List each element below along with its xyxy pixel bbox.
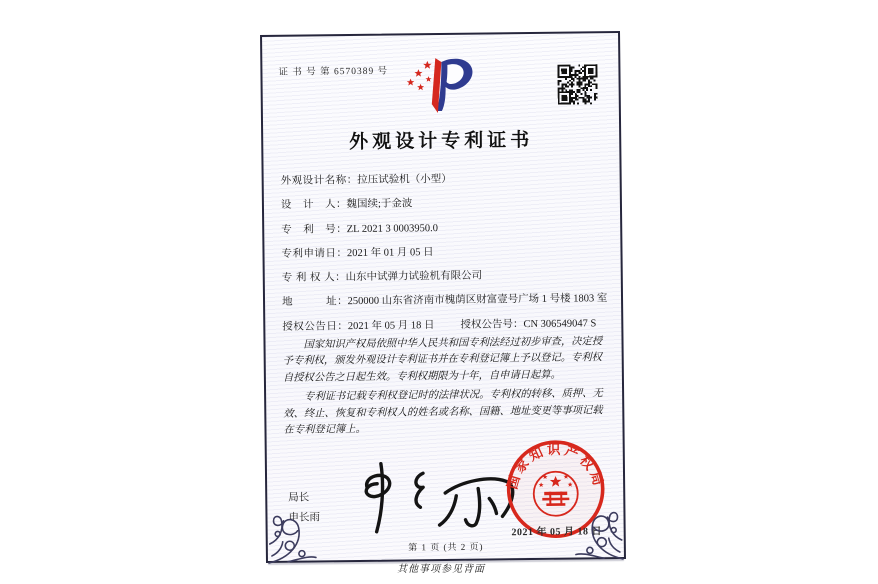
field-value: ZL 2021 3 0003950.0 <box>346 222 438 235</box>
officer-title: 局长 <box>288 492 310 504</box>
field-designer <box>281 196 608 212</box>
legal-text <box>282 334 608 442</box>
seal-agency-text: 国家知识产权局 <box>504 441 607 491</box>
field-value: 250000 山东省济南市槐荫区财富壹号广场 1 号楼 1803 室 <box>347 293 608 308</box>
field-patent-number <box>281 221 608 237</box>
certificate-title: 外观设计专利证书 <box>349 129 534 154</box>
field-value: 山东中试弹力试验机有限公司 <box>345 270 483 284</box>
field-value: 2021 年 01 月 05 日 <box>346 246 434 259</box>
colon: ： <box>512 318 524 330</box>
colon: ： <box>335 272 346 284</box>
field-label: 设 计 人 <box>280 199 337 212</box>
certificate-number-value: 第 6570389 号 <box>320 66 389 78</box>
grant-date-value: 2021 年 05 月 18 日 <box>347 319 435 332</box>
corner-ornament-icon <box>265 485 322 564</box>
grant-number-value: CN 306549047 S <box>523 318 597 330</box>
page-number: 第 1 页 (共 2 页) <box>408 541 484 553</box>
certificate-number <box>278 63 388 78</box>
certificate-number-label: 证 书 号 <box>278 67 317 78</box>
certificate-fields <box>281 172 610 346</box>
field-label: 专 利 权 人 <box>281 272 336 285</box>
colon: ： <box>346 174 358 187</box>
legal-paragraph-1: 国家知识产权局依照中华人民共和国专利法经过初步审查，决定授予专利权，颁发外观设计专利证书并在专利登记簿上予以登记。专利权自授权公告之日起生效。专利权期限为十年，自申请日起算。 <box>282 336 603 384</box>
field-address <box>282 294 609 310</box>
field-application-date <box>281 245 608 261</box>
field-value: 拉压试验机（小型） <box>357 173 452 186</box>
qr-code <box>557 64 597 104</box>
field-value: 魏国续;于金波 <box>346 198 413 211</box>
field-label: 地 址 <box>281 296 338 309</box>
colon: ： <box>336 296 348 308</box>
corner-ornament-icon <box>569 482 626 561</box>
grant-date-label: 授权公告日 <box>282 320 338 333</box>
cnipa-logo-icon <box>394 52 487 115</box>
colon: ： <box>336 223 347 235</box>
field-design-name <box>281 172 608 188</box>
patent-certificate-paper <box>260 31 626 563</box>
colon: ： <box>336 247 348 260</box>
field-patentee <box>282 269 609 285</box>
seal-date: 2021 年 05 月 18 日 <box>511 526 602 539</box>
officer-name: 申长雨 <box>288 512 321 524</box>
colon: ： <box>335 199 347 211</box>
field-label: 专利申请日 <box>281 248 337 260</box>
legal-paragraph-2: 专利证书记载专利权登记时的法律状况。专利权的转移、质押、无效、终止、恢复和专利权人的姓名或名称、国籍、地址变更等事项记载在专利登记簿上。 <box>283 388 603 436</box>
field-grant-row <box>282 318 609 334</box>
field-label: 外观设计名称 <box>280 175 347 187</box>
back-note: 其他事项参见背面 <box>397 564 485 575</box>
colon: ： <box>337 320 348 332</box>
field-label: 专 利 号 <box>281 223 337 236</box>
grant-number-label: 授权公告号 <box>460 318 514 331</box>
